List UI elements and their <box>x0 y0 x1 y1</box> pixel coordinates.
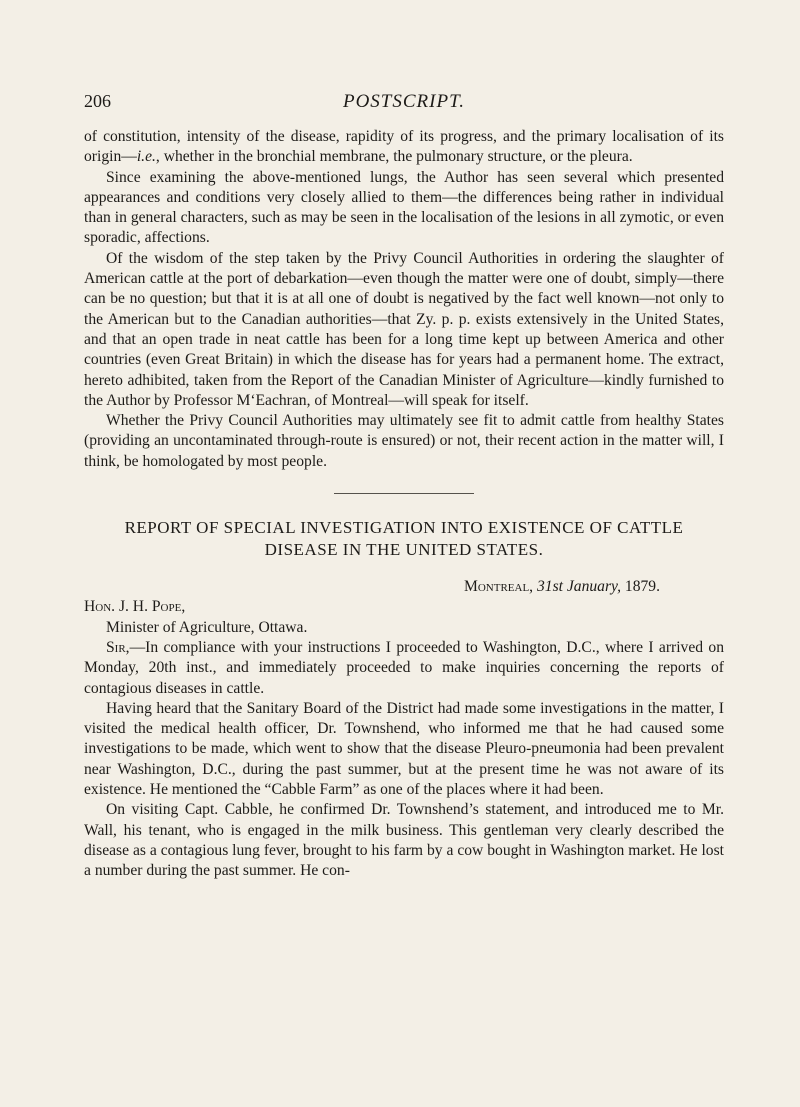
running-title: POSTSCRIPT. <box>342 91 465 112</box>
report-paragraph-2: Having heard that the Sanitary Board of the District had made some investigations in the matter, I visited the medical health officer, Dr. Townshend, who informed me that he had caused some investigations to be made, which went to show that the disease Pleuro-pneumonia had been prevalent near Washington, D.C., during the past summer, but at the present time he was not aware of its existence. He mentioned the “Cabble Farm” as one of the places where it had been. <box>84 699 724 799</box>
page-header <box>84 91 724 117</box>
addressee-position: Minister of Agriculture, Ottawa. <box>106 618 308 636</box>
section-divider <box>334 493 474 494</box>
addressee-name: Hon. J. H. Pope, <box>84 598 186 616</box>
report-dateline: Montreal, 31st January, 1879. <box>463 578 660 596</box>
paragraph-3: Of the wisdom of the step taken by the Privy Council Authorities in ordering the slaughter of American cattle at the port of debarkation—even though the matter were one of doubt, simply—there can be no question; but that it is at all one of doubt is negatived by the fact well known—not only to the American but to the Canadian authorities—that Zy. p. p. exists extensively in the United States, and that an open trade in neat cattle has been for a long time kept up between America and other countries (even Great Britain) in which the disease has for years had a permanent home. The extract, hereto adhibited, taken from the Report of the Canadian Minister of Agriculture—kindly furnished to the Author by Professor M‘Eachran, of Montreal—will speak for itself. <box>84 249 724 409</box>
salutation: Sir, <box>106 638 130 656</box>
paragraph-4: Whether the Privy Council Authorities may ultimately see fit to admit cattle from healthy States (providing an uncontaminated through-route is ensured) or not, their recent action in the matter will, I think, be homologated by most people. <box>84 412 724 470</box>
report-paragraph-1: Sir,—In compliance with your instructions I proceeded to Washington, D.C., where I arrived on Monday, 20th inst., and immediately proceeded to make inquiries concerning the reports of contagious diseases in cattle. <box>84 638 724 697</box>
report-paragraph-3: On visiting Capt. Cabble, he confirmed Dr. Townshend’s statement, and introduced me to Mr. Wall, his tenant, who is engaged in the milk business. This gentleman very clearly described the disease as a contagious lung fever, brought to his farm by a cow bought in Washington market. He lost a number during the past summer. He con- <box>84 801 724 880</box>
paragraph-1: of constitution, intensity of the disease, rapidity of its progress, and the primary localisation of its origin—i.e., whether in the bronchial membrane, the pulmonary structure, or the pleura. <box>84 128 724 166</box>
page-number: 206 <box>84 91 111 111</box>
body-text <box>84 127 724 882</box>
report-title: REPORT OF SPECIAL INVESTIGATION INTO EXISTENCE OF CATTLE DISEASE IN THE UNITED STATES. <box>124 518 684 560</box>
paragraph-2: Since examining the above-mentioned lungs, the Author has seen several which presented appearances and conditions very closely allied to them—the differences being rather in individual than in general characters, such as may be seen in the localisation of the lesions in all zymotic, or even sporadic, affections. <box>84 168 724 247</box>
